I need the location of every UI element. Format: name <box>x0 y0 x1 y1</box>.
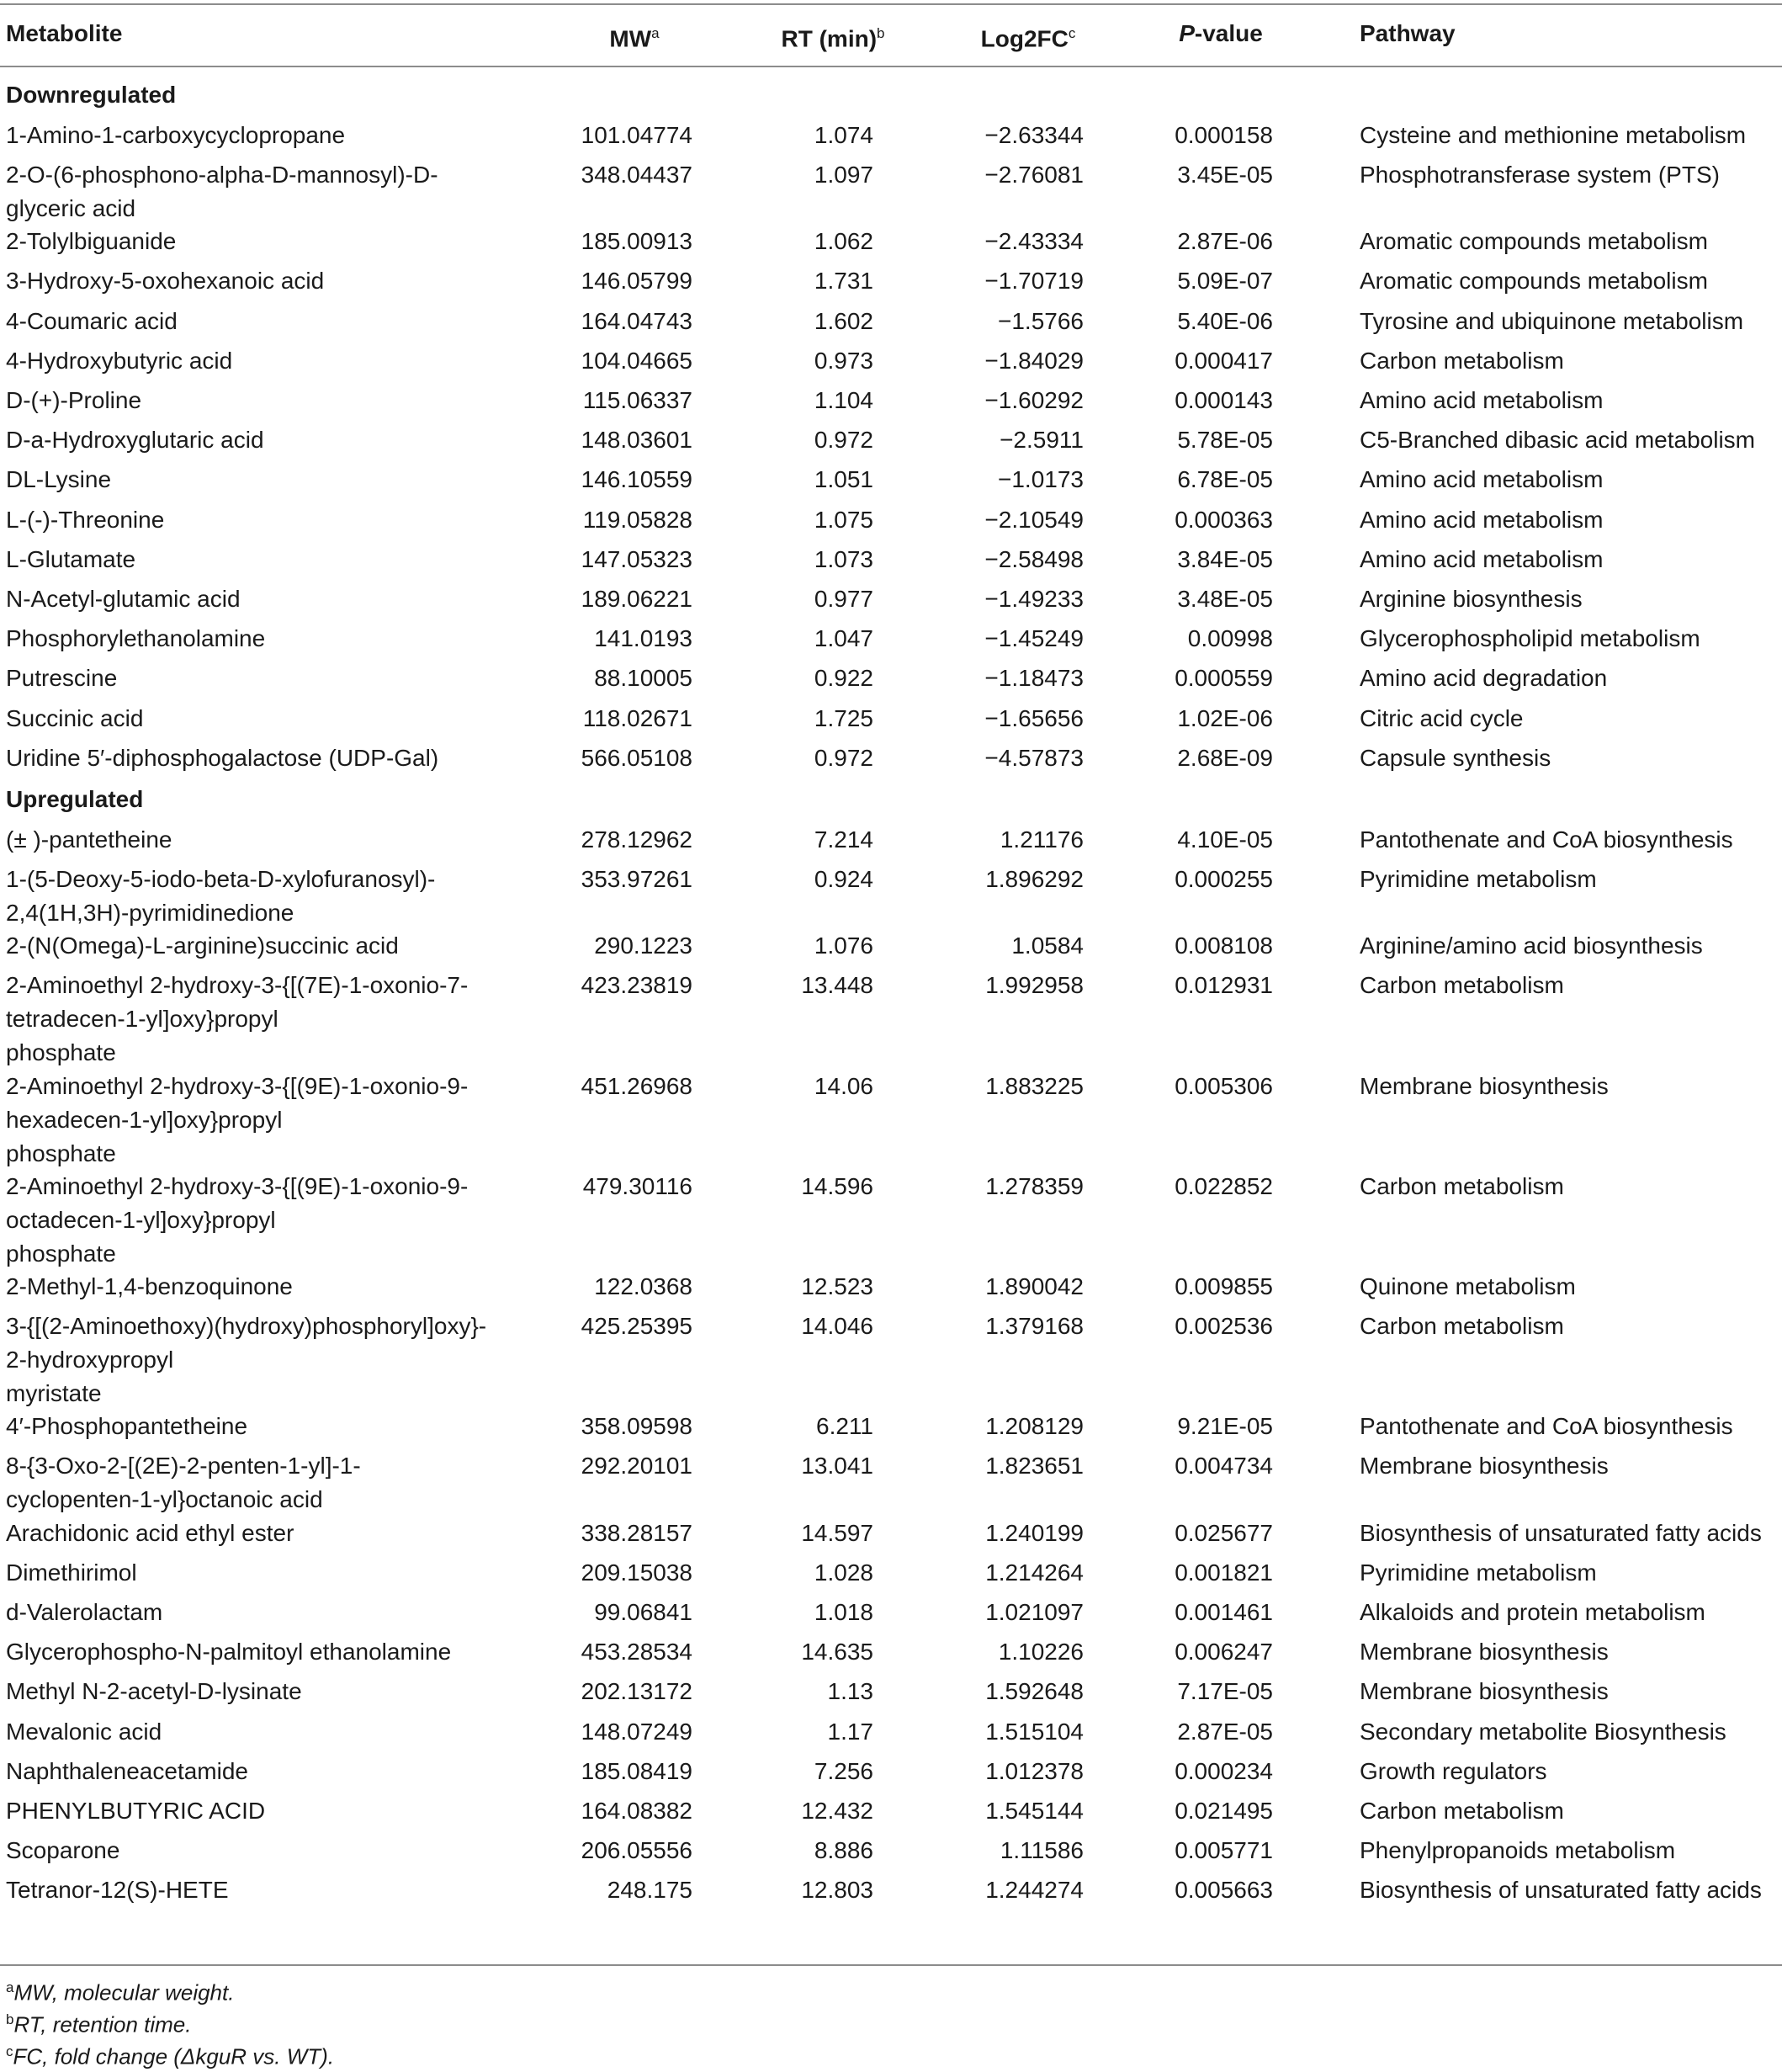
molecular-weight: 206.05556 <box>581 1837 692 1864</box>
footnote-mark: c <box>6 2043 13 2059</box>
log2-fold-change: 1.21176 <box>1000 826 1084 853</box>
metabolite-name: DL-Lysine <box>6 466 112 493</box>
metabolite-name: L-(-)-Threonine <box>6 506 165 533</box>
metabolite-name: 2-(N(Omega)-L-arginine)succinic acid <box>6 932 399 959</box>
metabolite-name: Methyl N-2-acetyl-D-lysinate <box>6 1678 302 1705</box>
p-value: 0.000363 <box>1175 506 1273 533</box>
retention-time: 12.432 <box>801 1798 873 1825</box>
metabolite-name: 2-Methyl-1,4-benzoquinone <box>6 1272 293 1299</box>
header-rule <box>0 66 1782 67</box>
retention-time: 14.597 <box>801 1519 873 1546</box>
molecular-weight: 101.04774 <box>581 121 692 148</box>
footnote <box>6 2005 191 2040</box>
molecular-weight: 185.08419 <box>581 1757 692 1784</box>
p-value: 2.87E-06 <box>1177 228 1273 255</box>
log2-fold-change: 1.823651 <box>985 1453 1084 1480</box>
log2-fold-change: 1.10226 <box>998 1639 1084 1666</box>
pathway: Membrane biosynthesis <box>1360 1639 1609 1666</box>
retention-time: 14.06 <box>814 1072 873 1099</box>
retention-time: 8.886 <box>814 1837 873 1864</box>
log2-fold-change: −2.63344 <box>984 121 1084 148</box>
p-value: 0.012931 <box>1175 972 1273 999</box>
pathway: C5-Branched dibasic acid metabolism <box>1360 427 1755 454</box>
log2-fold-change: 1.0584 <box>1011 932 1084 959</box>
log2-fold-change: 1.021097 <box>985 1599 1084 1626</box>
molecular-weight: 146.10559 <box>581 466 692 493</box>
p-value: 0.005771 <box>1175 1837 1273 1864</box>
metabolite-name: d-Valerolactam <box>6 1599 163 1626</box>
log2-fold-change: 1.883225 <box>985 1072 1084 1099</box>
molecular-weight: 453.28534 <box>581 1639 692 1666</box>
retention-time: 1.602 <box>814 307 873 334</box>
retention-time: 0.922 <box>814 665 873 692</box>
p-value: 0.000143 <box>1175 387 1273 414</box>
retention-time: 1.104 <box>814 387 873 414</box>
retention-time: 13.448 <box>801 972 873 999</box>
p-value: 0.025677 <box>1175 1519 1273 1546</box>
p-value: 3.45E-05 <box>1177 161 1273 188</box>
pathway: Carbon metabolism <box>1360 972 1564 999</box>
pathway: Arginine/amino acid biosynthesis <box>1360 932 1703 959</box>
retention-time: 1.047 <box>814 625 873 652</box>
pathway: Growth regulators <box>1360 1757 1547 1784</box>
footnote-text: FC, fold change (ΔkguR vs. WT). <box>13 2043 335 2069</box>
molecular-weight: 209.15038 <box>581 1559 692 1586</box>
pathway: Amino acid degradation <box>1360 665 1608 692</box>
pathway: Pyrimidine metabolism <box>1360 865 1597 892</box>
molecular-weight: 148.07249 <box>581 1718 692 1745</box>
retention-time: 1.074 <box>814 121 873 148</box>
pathway: Citric acid cycle <box>1360 704 1524 731</box>
pathway: Aromatic compounds metabolism <box>1360 228 1708 255</box>
header-mw-mark: a <box>651 25 660 41</box>
retention-time: 1.13 <box>827 1678 873 1705</box>
pathway: Amino acid metabolism <box>1360 466 1604 493</box>
molecular-weight: 338.28157 <box>581 1519 692 1546</box>
retention-time: 1.073 <box>814 545 873 572</box>
molecular-weight: 425.25395 <box>581 1312 692 1339</box>
p-value: 5.78E-05 <box>1177 427 1273 454</box>
retention-time: 13.041 <box>801 1453 873 1480</box>
retention-time: 0.972 <box>814 427 873 454</box>
p-value: 2.68E-09 <box>1177 744 1273 771</box>
table-bottom-rule <box>0 1964 1782 1966</box>
table-top-rule <box>0 3 1782 5</box>
pathway: Phenylpropanoids metabolism <box>1360 1837 1676 1864</box>
retention-time: 1.062 <box>814 228 873 255</box>
p-value: 1.02E-06 <box>1177 704 1273 731</box>
molecular-weight: 566.05108 <box>581 744 692 771</box>
molecular-weight: 185.00913 <box>581 228 692 255</box>
header-log2fc-mark: c <box>1068 25 1076 41</box>
molecular-weight: 119.05828 <box>582 506 692 533</box>
p-value: 3.48E-05 <box>1177 586 1273 613</box>
molecular-weight: 99.06841 <box>594 1599 692 1626</box>
log2-fold-change: −1.84029 <box>984 347 1084 374</box>
retention-time: 0.977 <box>814 586 873 613</box>
molecular-weight: 292.20101 <box>581 1453 692 1480</box>
metabolite-name: 4′-Phosphopantetheine <box>6 1413 248 1440</box>
metabolite-name: N-Acetyl-glutamic acid <box>6 586 241 613</box>
pathway: Carbon metabolism <box>1360 347 1564 374</box>
p-value: 0.000255 <box>1175 865 1273 892</box>
metabolite-name: Naphthaleneacetamide <box>6 1757 248 1784</box>
retention-time: 1.051 <box>814 466 873 493</box>
p-value: 0.00998 <box>1187 625 1273 652</box>
molecular-weight: 118.02671 <box>582 704 692 731</box>
pathway: Membrane biosynthesis <box>1360 1072 1609 1099</box>
header-rt-mark: b <box>877 25 885 41</box>
retention-time: 14.635 <box>801 1639 873 1666</box>
retention-time: 0.973 <box>814 347 873 374</box>
p-value: 2.87E-05 <box>1177 1718 1273 1745</box>
metabolite-name: Uridine 5′-diphosphogalactose (UDP-Gal) <box>6 744 439 771</box>
molecular-weight: 479.30116 <box>582 1172 692 1199</box>
metabolite-name: Tetranor-12(S)-HETE <box>6 1877 229 1904</box>
molecular-weight: 248.175 <box>607 1877 692 1904</box>
log2-fold-change: −1.5766 <box>998 307 1084 334</box>
pathway: Cysteine and methionine metabolism <box>1360 121 1747 148</box>
metabolite-name: L-Glutamate <box>6 545 136 572</box>
p-value: 0.008108 <box>1175 932 1273 959</box>
retention-time: 1.17 <box>827 1718 873 1745</box>
log2-fold-change: 1.214264 <box>985 1559 1084 1586</box>
molecular-weight: 148.03601 <box>581 427 692 454</box>
molecular-weight: 290.1223 <box>594 932 692 959</box>
metabolite-name: (± )-pantetheine <box>6 826 172 853</box>
pathway: Membrane biosynthesis <box>1360 1453 1609 1480</box>
retention-time: 12.803 <box>801 1877 873 1904</box>
molecular-weight: 348.04437 <box>581 161 692 188</box>
pathway: Biosynthesis of unsaturated fatty acids <box>1360 1519 1762 1546</box>
molecular-weight: 141.0193 <box>594 625 692 652</box>
molecular-weight: 358.09598 <box>581 1413 692 1440</box>
p-value: 4.10E-05 <box>1177 826 1273 853</box>
retention-time: 1.028 <box>814 1559 873 1586</box>
log2-fold-change: 1.896292 <box>985 865 1084 892</box>
p-value: 3.84E-05 <box>1177 545 1273 572</box>
metabolite-table: Metabolite $MW^a$ RT $(\min)^b$ $Log2FC^c$ P-value Pathway Downregulated 1-Amino-1-carboxycyclopropane 101.04774 1.074 −2.63344 0.000158 Cysteine and methionine metabolism 2-O-(6-phosphono-alpha-D-mannosyl)-D- glyceric acid 348.04437 1.097 −2.76081 3.45E-05 Phosphotransferase system (PTS) 2-Tolylbiguanide 185.00913 1.062 −2.43334 2.87E-06 Aromatic compounds metabolism 3-Hydroxy-5-oxohexanoic acid 146.05799 1.731 −1.70719 5.09E-07 Aromatic compounds metabolism 4-Coumaric acid 164.04743 1.602 −1.5766 5.40E-06 Tyrosine and ubiquinone metabolism 4-Hydroxybutyric acid 104.04665 0.973 −1.84029 0.000417 Carbon metabolism D-(+)-Proline 115.06337 1.104 −1.60292 0.000143 Amino acid metabolism D-a-Hydroxyglutaric acid 148.03601 0.972 −2.5911 5.78E-05 C5-Branched dibasic acid metabolism DL-Lysine 146.10559 1.051 −1.0173 6.78E-05 Amino acid metabolism L-(-)-Threonine 119.05828 1.075 −2.10549 0.000363 Amino acid metabolism L-Glutamate 147.05323 1.073 −2.58498 3.84E-05 Amino acid metabolism N-Acetyl-glutamic acid 189.06221 0.977 −1.49233 3.48E-05 Arginine biosynthesis Phosphorylethanolamine 141.0193 1.047 −1.45249 0.00998 Glycerophospholipid metabolism Putrescine 88.10005 0.922 −1.18473 0.000559 Amino acid degradation Succinic acid 118.02671 1.725 −1.65656 1.02E-06 Citric acid cycle Uridine 5′-diphosphogalactose (UDP-Gal) 566.05108 0.972 −4.57873 2.68E-09 Capsule synthesis Upregulated (± )-pantetheine 278.12962 7.214 1.21176 4.10E-05 Pantothenate and CoA biosynthesis 1-(5-Deoxy-5-iodo-beta-D-xylofuranosyl)- 2,4(1H,3H)-pyrimidinedione 353.97261 0.924 1.896292 0.000255 Pyrimidine metabolism 2-(N(Omega)-L-arginine)succinic acid 290.1223 1.076 1.0584 0.008108 Arginine/amino acid biosynthesis 2-Aminoethyl 2-hydroxy-3-{[(7E)-1-oxonio-7- tetradecen-1-yl]oxy}propyl phosphate 423.23819 13.448 1.992958 0.012931 Carbon metabolism 2-Aminoethyl 2-hydroxy-3-{[(9E)-1-oxonio-9- hexadecen-1-yl]oxy}propyl phosphate 451.26968 14.06 1.883225 0.005306 Membrane biosynthesis 2-Aminoethyl 2-hydroxy-3-{[(9E)-1-oxonio-9- octadecen-1-yl]oxy}propyl phosphate 479.30116 14.596 1.278359 0.022852 Carbon metabolism 2-Methyl-1,4-benzoquinone 122.0368 12.523 1.890042 0.009855 Quinone metabolism 3-{[(2-Aminoethoxy)(hydroxy)phosphoryl]oxy}- 2-hydroxypropyl myristate 425.25395 14.046 1.379168 0.002536 Carbon metabolism 4′-Phosphopantetheine 358.09598 6.211 1.208129 9.21E-05 Pantothenate and CoA biosynthesis 8-{3-Oxo-2-[(2E)-2-penten-1-yl]-1- cyclopenten-1-yl}octanoic acid 292.20101 13.041 1.823651 0.004734 Membrane biosynthesis Arachidonic acid ethyl ester 338.28157 14.597 1.240199 0.025677 Biosynthesis of unsaturated fatty acids Dimethirimol 209.15038 1.028 1.214264 0.001821 Pyrimidine metabolism d-Valerolactam 99.06841 1.018 1.021097 0.001461 Alkaloids and protein metabolism Glycerophospho-N-palmitoyl ethanolamine 453.28534 14.635 1.10226 0.006247 Membrane biosynthesis Methyl N-2-acetyl-D-lysinate 202.13172 1.13 1.592648 7.17E-05 Membrane biosynthesis Mevalonic acid 148.07249 1.17 1.515104 2.87E-05 Secondary metabolite Biosynthesis Naphthaleneacetamide 185.08419 7.256 1.012378 0.000234 Growth regulators PHENYLBUTYRIC ACID 164.08382 12.432 1.545144 0.021495 Carbon metabolism Scoparone 206.05556 8.886 1.11586 0.005771 Phenylpropanoids metabolism Tetranor-12(S)-HETE 248.175 12.803 1.244274 0.005663 Biosynthesis of unsaturated fatty acids $^a$MW, molecular weight. $^b$RT, retention time. $^c$FC, fold change (ΔkguR vs. WT). <box>0 0 1782 2068</box>
metabolite-name: 4-Coumaric acid <box>6 307 178 334</box>
pathway: Biosynthesis of unsaturated fatty acids <box>1360 1877 1762 1904</box>
footnote-text: RT, retention time. <box>13 2011 192 2037</box>
log2-fold-change: 1.208129 <box>985 1413 1084 1440</box>
p-value: 0.021495 <box>1175 1798 1273 1825</box>
molecular-weight: 164.04743 <box>581 307 692 334</box>
p-value: 7.17E-05 <box>1177 1678 1273 1705</box>
pathway: Alkaloids and protein metabolism <box>1360 1599 1705 1626</box>
molecular-weight: 88.10005 <box>594 665 692 692</box>
log2-fold-change: −2.5911 <box>1000 427 1084 454</box>
molecular-weight: 146.05799 <box>581 268 692 295</box>
metabolite-name: 2-Tolylbiguanide <box>6 228 177 255</box>
log2-fold-change: −2.76081 <box>984 161 1084 188</box>
p-value: 0.004734 <box>1175 1453 1273 1480</box>
metabolite-name: Succinic acid <box>6 704 144 731</box>
metabolite-name: Putrescine <box>6 665 118 692</box>
section-label-downregulated: Downregulated <box>6 82 177 108</box>
p-value: 5.40E-06 <box>1177 307 1273 334</box>
retention-time: 1.018 <box>814 1599 873 1626</box>
molecular-weight: 122.0368 <box>594 1272 692 1299</box>
log2-fold-change: −1.70719 <box>984 268 1084 295</box>
metabolite-name: 4-Hydroxybutyric acid <box>6 347 233 374</box>
retention-time: 14.596 <box>801 1172 873 1199</box>
pathway: Pyrimidine metabolism <box>1360 1559 1597 1586</box>
metabolite-name: 2-Aminoethyl 2-hydroxy-3-{[(9E)-1-oxonio-9- octadecen-1-yl]oxy}propyl phosphate <box>6 1172 469 1267</box>
molecular-weight: 189.06221 <box>581 586 692 613</box>
p-value: 5.09E-07 <box>1177 268 1273 295</box>
pathway: Amino acid metabolism <box>1360 387 1604 414</box>
p-value: 9.21E-05 <box>1177 1413 1273 1440</box>
log2-fold-change: 1.592648 <box>985 1678 1084 1705</box>
log2-fold-change: 1.992958 <box>985 972 1084 999</box>
log2-fold-change: 1.240199 <box>985 1519 1084 1546</box>
log2-fold-change: −1.45249 <box>984 625 1084 652</box>
p-value: 0.022852 <box>1175 1172 1273 1199</box>
pathway: Quinone metabolism <box>1360 1272 1576 1299</box>
pathway: Carbon metabolism <box>1360 1312 1564 1339</box>
metabolite-name: 2-O-(6-phosphono-alpha-D-mannosyl)-D- glyceric acid <box>6 161 438 221</box>
molecular-weight: 278.12962 <box>581 826 692 853</box>
metabolite-name: 3-{[(2-Aminoethoxy)(hydroxy)phosphoryl]oxy}- 2-hydroxypropyl myristate <box>6 1312 487 1406</box>
molecular-weight: 115.06337 <box>582 387 692 414</box>
log2-fold-change: −1.60292 <box>984 387 1084 414</box>
pathway: Aromatic compounds metabolism <box>1360 268 1708 295</box>
footnote <box>6 1973 234 2008</box>
pathway: Carbon metabolism <box>1360 1798 1564 1825</box>
log2-fold-change: 1.379168 <box>985 1312 1084 1339</box>
log2-fold-change: −1.65656 <box>984 704 1084 731</box>
retention-time: 1.076 <box>814 932 873 959</box>
footnote-mark: b <box>6 2011 14 2027</box>
metabolite-name: Dimethirimol <box>6 1559 137 1586</box>
metabolite-name: 2-Aminoethyl 2-hydroxy-3-{[(9E)-1-oxonio-9- hexadecen-1-yl]oxy}propyl phosphate <box>6 1072 469 1166</box>
pathway: Arginine biosynthesis <box>1360 586 1583 613</box>
footnote <box>6 2037 334 2072</box>
pathway: Amino acid metabolism <box>1360 545 1604 572</box>
molecular-weight: 104.04665 <box>581 347 692 374</box>
pathway: Capsule synthesis <box>1360 744 1551 771</box>
p-value: 0.001461 <box>1175 1599 1273 1626</box>
molecular-weight: 423.23819 <box>581 972 692 999</box>
p-value: 0.002536 <box>1175 1312 1273 1339</box>
metabolite-name: D-(+)-Proline <box>6 387 142 414</box>
metabolite-name: Scoparone <box>6 1837 120 1864</box>
p-value: 0.005663 <box>1175 1877 1273 1904</box>
p-value: 0.009855 <box>1175 1272 1273 1299</box>
retention-time: 6.211 <box>816 1413 873 1440</box>
footnote-text: MW, molecular weight. <box>13 1979 235 2006</box>
pathway: Secondary metabolite Biosynthesis <box>1360 1718 1726 1745</box>
pathway: Pantothenate and CoA biosynthesis <box>1360 826 1733 853</box>
retention-time: 14.046 <box>801 1312 873 1339</box>
molecular-weight: 353.97261 <box>581 865 692 892</box>
log2-fold-change: −2.58498 <box>984 545 1084 572</box>
log2-fold-change: 1.890042 <box>985 1272 1084 1299</box>
p-value: 6.78E-05 <box>1177 466 1273 493</box>
retention-time: 7.214 <box>814 826 873 853</box>
log2-fold-change: −1.49233 <box>984 586 1084 613</box>
pathway: Glycerophospholipid metabolism <box>1360 625 1700 652</box>
log2-fold-change: 1.244274 <box>985 1877 1084 1904</box>
molecular-weight: 164.08382 <box>581 1798 692 1825</box>
retention-time: 1.725 <box>814 704 873 731</box>
metabolite-name: Glycerophospho-N-palmitoyl ethanolamine <box>6 1639 452 1666</box>
log2-fold-change: 1.11586 <box>1000 1837 1084 1864</box>
pathway: Pantothenate and CoA biosynthesis <box>1360 1413 1733 1440</box>
header-pathway: Pathway <box>1360 20 1456 46</box>
metabolite-name: D-a-Hydroxyglutaric acid <box>6 427 264 454</box>
metabolite-name: 1-Amino-1-carboxycyclopropane <box>6 121 346 148</box>
p-value: 0.000417 <box>1175 347 1273 374</box>
log2-fold-change: −4.57873 <box>984 744 1084 771</box>
metabolite-name: Mevalonic acid <box>6 1718 162 1745</box>
retention-time: 0.972 <box>814 744 873 771</box>
header-metabolite: Metabolite <box>6 20 123 46</box>
metabolite-name: PHENYLBUTYRIC ACID <box>6 1798 266 1825</box>
metabolite-name: Arachidonic acid ethyl ester <box>6 1519 294 1546</box>
section-label-upregulated: Upregulated <box>6 786 144 813</box>
pathway: Membrane biosynthesis <box>1360 1678 1609 1705</box>
metabolite-name: 3-Hydroxy-5-oxohexanoic acid <box>6 268 325 295</box>
molecular-weight: 451.26968 <box>581 1072 692 1099</box>
footnote-mark: a <box>6 1979 14 1995</box>
metabolite-name: Phosphorylethanolamine <box>6 625 266 652</box>
pathway: Tyrosine and ubiquinone metabolism <box>1360 307 1744 334</box>
retention-time: 1.075 <box>814 506 873 533</box>
pathway: Phosphotransferase system (PTS) <box>1360 161 1720 188</box>
log2-fold-change: 1.515104 <box>985 1718 1084 1745</box>
log2-fold-change: 1.545144 <box>985 1798 1084 1825</box>
molecular-weight: 147.05323 <box>581 545 692 572</box>
molecular-weight: 202.13172 <box>581 1678 692 1705</box>
log2-fold-change: −2.43334 <box>984 228 1084 255</box>
pathway: Carbon metabolism <box>1360 1172 1564 1199</box>
retention-time: 1.731 <box>814 268 873 295</box>
retention-time: 1.097 <box>814 161 873 188</box>
p-value: 0.001821 <box>1175 1559 1273 1586</box>
retention-time: 0.924 <box>814 865 873 892</box>
log2-fold-change: −1.0173 <box>998 466 1084 493</box>
log2-fold-change: −2.10549 <box>984 506 1084 533</box>
metabolite-name: 2-Aminoethyl 2-hydroxy-3-{[(7E)-1-oxonio-7- tetradecen-1-yl]oxy}propyl phosphate <box>6 972 469 1066</box>
p-value: 0.005306 <box>1175 1072 1273 1099</box>
pathway: Amino acid metabolism <box>1360 506 1604 533</box>
retention-time: 12.523 <box>801 1272 873 1299</box>
p-value: 0.000158 <box>1175 121 1273 148</box>
log2-fold-change: 1.012378 <box>985 1757 1084 1784</box>
log2-fold-change: 1.278359 <box>985 1172 1084 1199</box>
metabolite-name: 8-{3-Oxo-2-[(2E)-2-penten-1-yl]-1- cyclopenten-1-yl}octanoic acid <box>6 1453 361 1513</box>
p-value: 0.006247 <box>1175 1639 1273 1666</box>
log2-fold-change: −1.18473 <box>984 665 1084 692</box>
p-value: 0.000559 <box>1175 665 1273 692</box>
p-value: 0.000234 <box>1175 1757 1273 1784</box>
metabolite-name: 1-(5-Deoxy-5-iodo-beta-D-xylofuranosyl)- 2,4(1H,3H)-pyrimidinedione <box>6 865 436 926</box>
retention-time: 7.256 <box>814 1757 873 1784</box>
